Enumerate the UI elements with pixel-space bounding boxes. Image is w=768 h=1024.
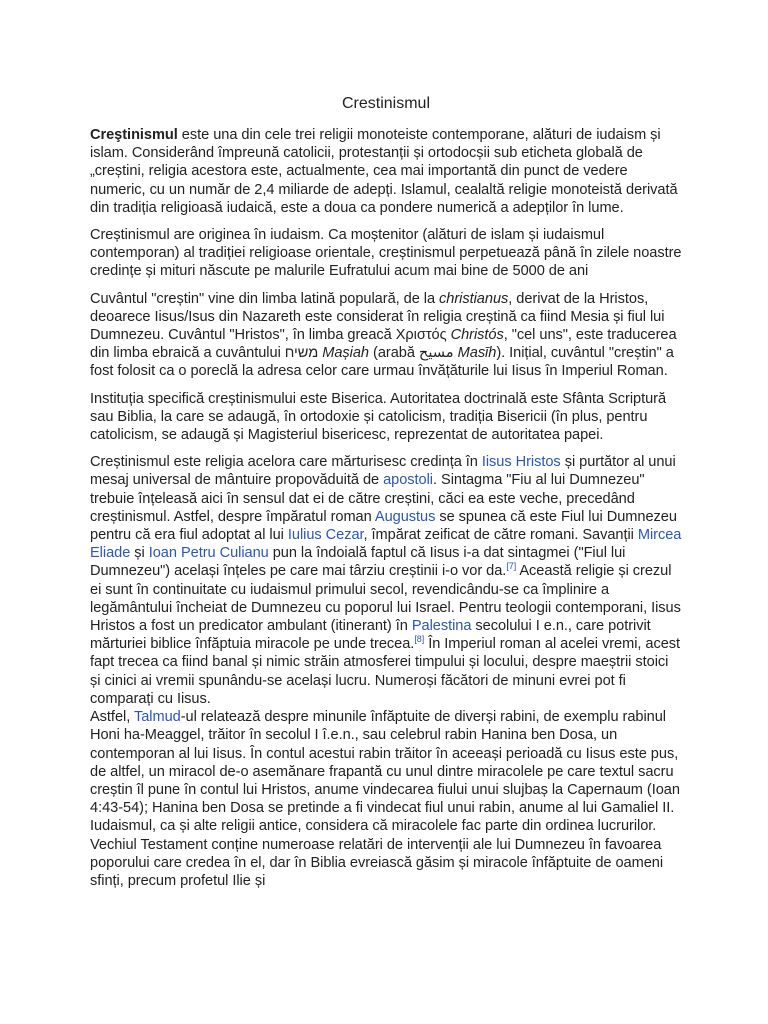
- link-augustus[interactable]: Augustus: [374, 508, 436, 525]
- link-ioan-petru-culianu[interactable]: Ioan Petru Culianu: [148, 545, 269, 562]
- link-iisus-hristos[interactable]: Iisus Hristos: [481, 454, 561, 471]
- paragraph-belief: Creștinismul este religia acelora care mărturisesc credința în Iisus Hristos și purtător al unui mesaj universal de mântuire propovăduită de apostoli. Sintagma "Fiu al lui Dumnezeu" trebuie înțeleasă aici în sensul dat ei de către creștini, căci ea este veche, precedând creștinismul. Astfel, despre împăratul roman Augustus se spunea că este Fiul lui Dumnezeu pentru că era fiul adoptat al lui Iulius Cezar, împărat zeificat de către romani. Savanții Mircea Eliade și Ioan Petru Culianu pun la îndoială faptul că Iisus i-a dat sintagmei ("Fiul lui Dumnezeu") același înțeles pe care mai târziu creștinii i-o vor da.[7] Această religie și crezul ei sunt în continuitate cu iudaismul primului secol, revendicându-se ca împlinire a legământului încheiat de Dumnezeu cu poporul lui Israel. Pentru teologii contemporani, Iisus Hristos a fost un predicator ambulant (itinerant) în Palestina secolului I e.n., care potrivit mărturiei biblice înfăptuia miracole pe unde trecea.[8] În Imperiul roman al acelei vremi, acest fapt trecea ca fiind banal și nimic străin atmosferei timpului și locului, despre maeștrii stoici și cinici ai vremii spunându-se același lucru. Numeroși făcători de minuni evrei pot fi comparați cu Iisus.: [90, 454, 682, 707]
- document-page: [90, 92, 682, 899]
- reference-8[interactable]: [8]: [414, 634, 425, 645]
- paragraph-institution: Instituția specifică creștinismului este Biserica. Autoritatea doctrinală este Sfânta Scriptură sau Biblia, la care se adaugă, în ortodoxie și catolicism, tradiția Bisericii (în plus, pentru catolicism, se adaugă și Magisteriul bisericesc, reprezentat de autoritatea papei.: [90, 390, 667, 444]
- paragraph-origin: Creștinismul are originea în iudaism. Ca moștenitor (alături de islam și iudaismul contemporan) al tradiției religioase orientale, creștinismul perpetuează până în zilele noastre credințe și mituri născute pe malurile Eufratului acum mai bine de 5000 de ani: [90, 227, 682, 280]
- link-talmud[interactable]: Talmud: [133, 709, 181, 726]
- page-title: Crestinismul: [341, 95, 430, 112]
- link-iulius-cezar[interactable]: Iulius Cezar: [287, 527, 364, 544]
- link-mircea-eliade[interactable]: Mircea Eliade: [90, 527, 682, 562]
- paragraph-miracles: Astfel, Talmud-ul relatează despre minunile înfăptuite de diverși rabini, de exemplu rabinul Honi ha-Meaggel, trăitor în secolul I î.e.n., sau celebrul rabin Hanina ben Dosa, un contemporan al lui Iisus. În contul acestui rabin trăitor în aceeași perioadă cu Iisus este pus, de altfel, un miracol de-o asemănare frapantă cu unul dintre miracolele pe care textul sacru creștin îl pune în contul lui Hristos, anume vindecarea fiului unui slujbaș la Capernaum (Ioan 4:43-54); Hanina ben Dosa se pretinde a fi vindecat fiul unui rabin, anume al lui Gamaliel II. Iudaismul, ca și alte religii antice, considera că miracolele fac parte din ordinea lucrurilor. Vechiul Testament conține numeroase relatări de intervenții ale lui Dumnezeu în favoarea poporului care credea în el, dar în Biblia evreiască găsim și miracole înfăptuite de oameni sfinți, precum profetul Ilie și: [90, 709, 680, 889]
- paragraph-etymology: Cuvântul "creștin" vine din limba latină populară, de la christianus, derivat de la Hristos, deoarece Iisus/Isus din Nazareth este considerat în religia creștină ca fiind Mesia și fiul lui Dumnezeu. Cuvântul "Hristos", în limba greacă Χριστός Christós, "cel uns", este traducerea din limba ebraică a cuvântului משיח Mașiah (arabă مسيح Masīh). Inițial, cuvântul "creștin" a fost folosit ca o poreclă la adresa celor care urmau învățăturile lui Iisus în Imperiul Roman.: [90, 290, 677, 380]
- paragraph-intro: Creştinismul este una din cele trei religii monoteiste contemporane, alături de iudaism și islam. Considerând împreună catolicii, protestanții și ortodocșii sub eticheta globală de „creștini, religia acestora este, actualmente, cea mai importantă din punct de vedere numeric, cu un număr de 2,4 miliarde de adepți. Islamul, cealaltă religie monoteistă derivată din tradiția religioasă iudaică, este a doua ca pondere numerică a adepților în lume.: [90, 127, 678, 216]
- link-apostoli[interactable]: apostoli: [383, 472, 433, 489]
- reference-7[interactable]: [7]: [506, 561, 517, 572]
- link-palestina[interactable]: Palestina: [411, 618, 472, 635]
- term-bold: Creştinismul: [90, 127, 178, 143]
